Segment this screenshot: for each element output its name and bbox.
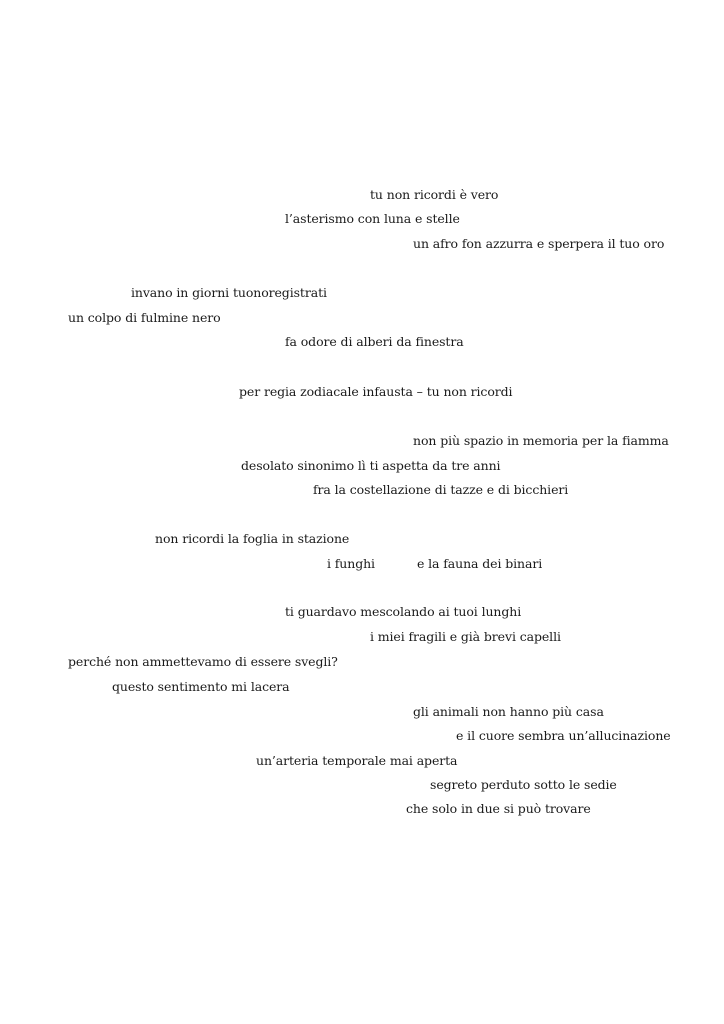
poem-line: non più spazio in memoria per la fiamma (413, 433, 669, 448)
poem-line-split (327, 556, 542, 572)
poem-line: questo sentimento mi lacera (112, 679, 290, 694)
poem-line: perché non ammettevamo di essere svegli? (68, 654, 338, 669)
poem-line: desolato sinonimo lì ti aspetta da tre anni (241, 458, 501, 473)
poem-line: gli animali non hanno più casa (413, 704, 604, 719)
poem-fragment: i funghi (327, 556, 375, 571)
poem-line: ti guardavo mescolando ai tuoi lunghi (285, 604, 522, 619)
poem-line: fra la costellazione di tazze e di bicchieri (313, 482, 569, 497)
poem-line: un colpo di fulmine nero (68, 310, 221, 325)
poem-line: un’arteria temporale mai aperta (256, 753, 458, 768)
poem-line: fa odore di alberi da finestra (285, 334, 464, 349)
poem-fragment: e la fauna dei binari (416, 556, 543, 571)
poem-line: per regia zodiacale infausta – tu non ricordi (239, 384, 513, 399)
poem-line: l’asterismo con luna e stelle (285, 211, 460, 226)
poem-line: che solo in due si può trovare (406, 801, 591, 816)
poem-line: tu non ricordi è vero (370, 187, 499, 202)
poem-line: segreto perduto sotto le sedie (430, 777, 617, 792)
poem-line: e il cuore sembra un’allucinazione (456, 728, 671, 743)
poem-line: un afro fon azzurra e sperpera il tuo oro (413, 236, 665, 251)
poem-line: non ricordi la foglia in stazione (155, 531, 350, 546)
poem-line: i miei fragili e già brevi capelli (370, 629, 561, 644)
poem-line: invano in giorni tuonoregistrati (131, 285, 327, 300)
